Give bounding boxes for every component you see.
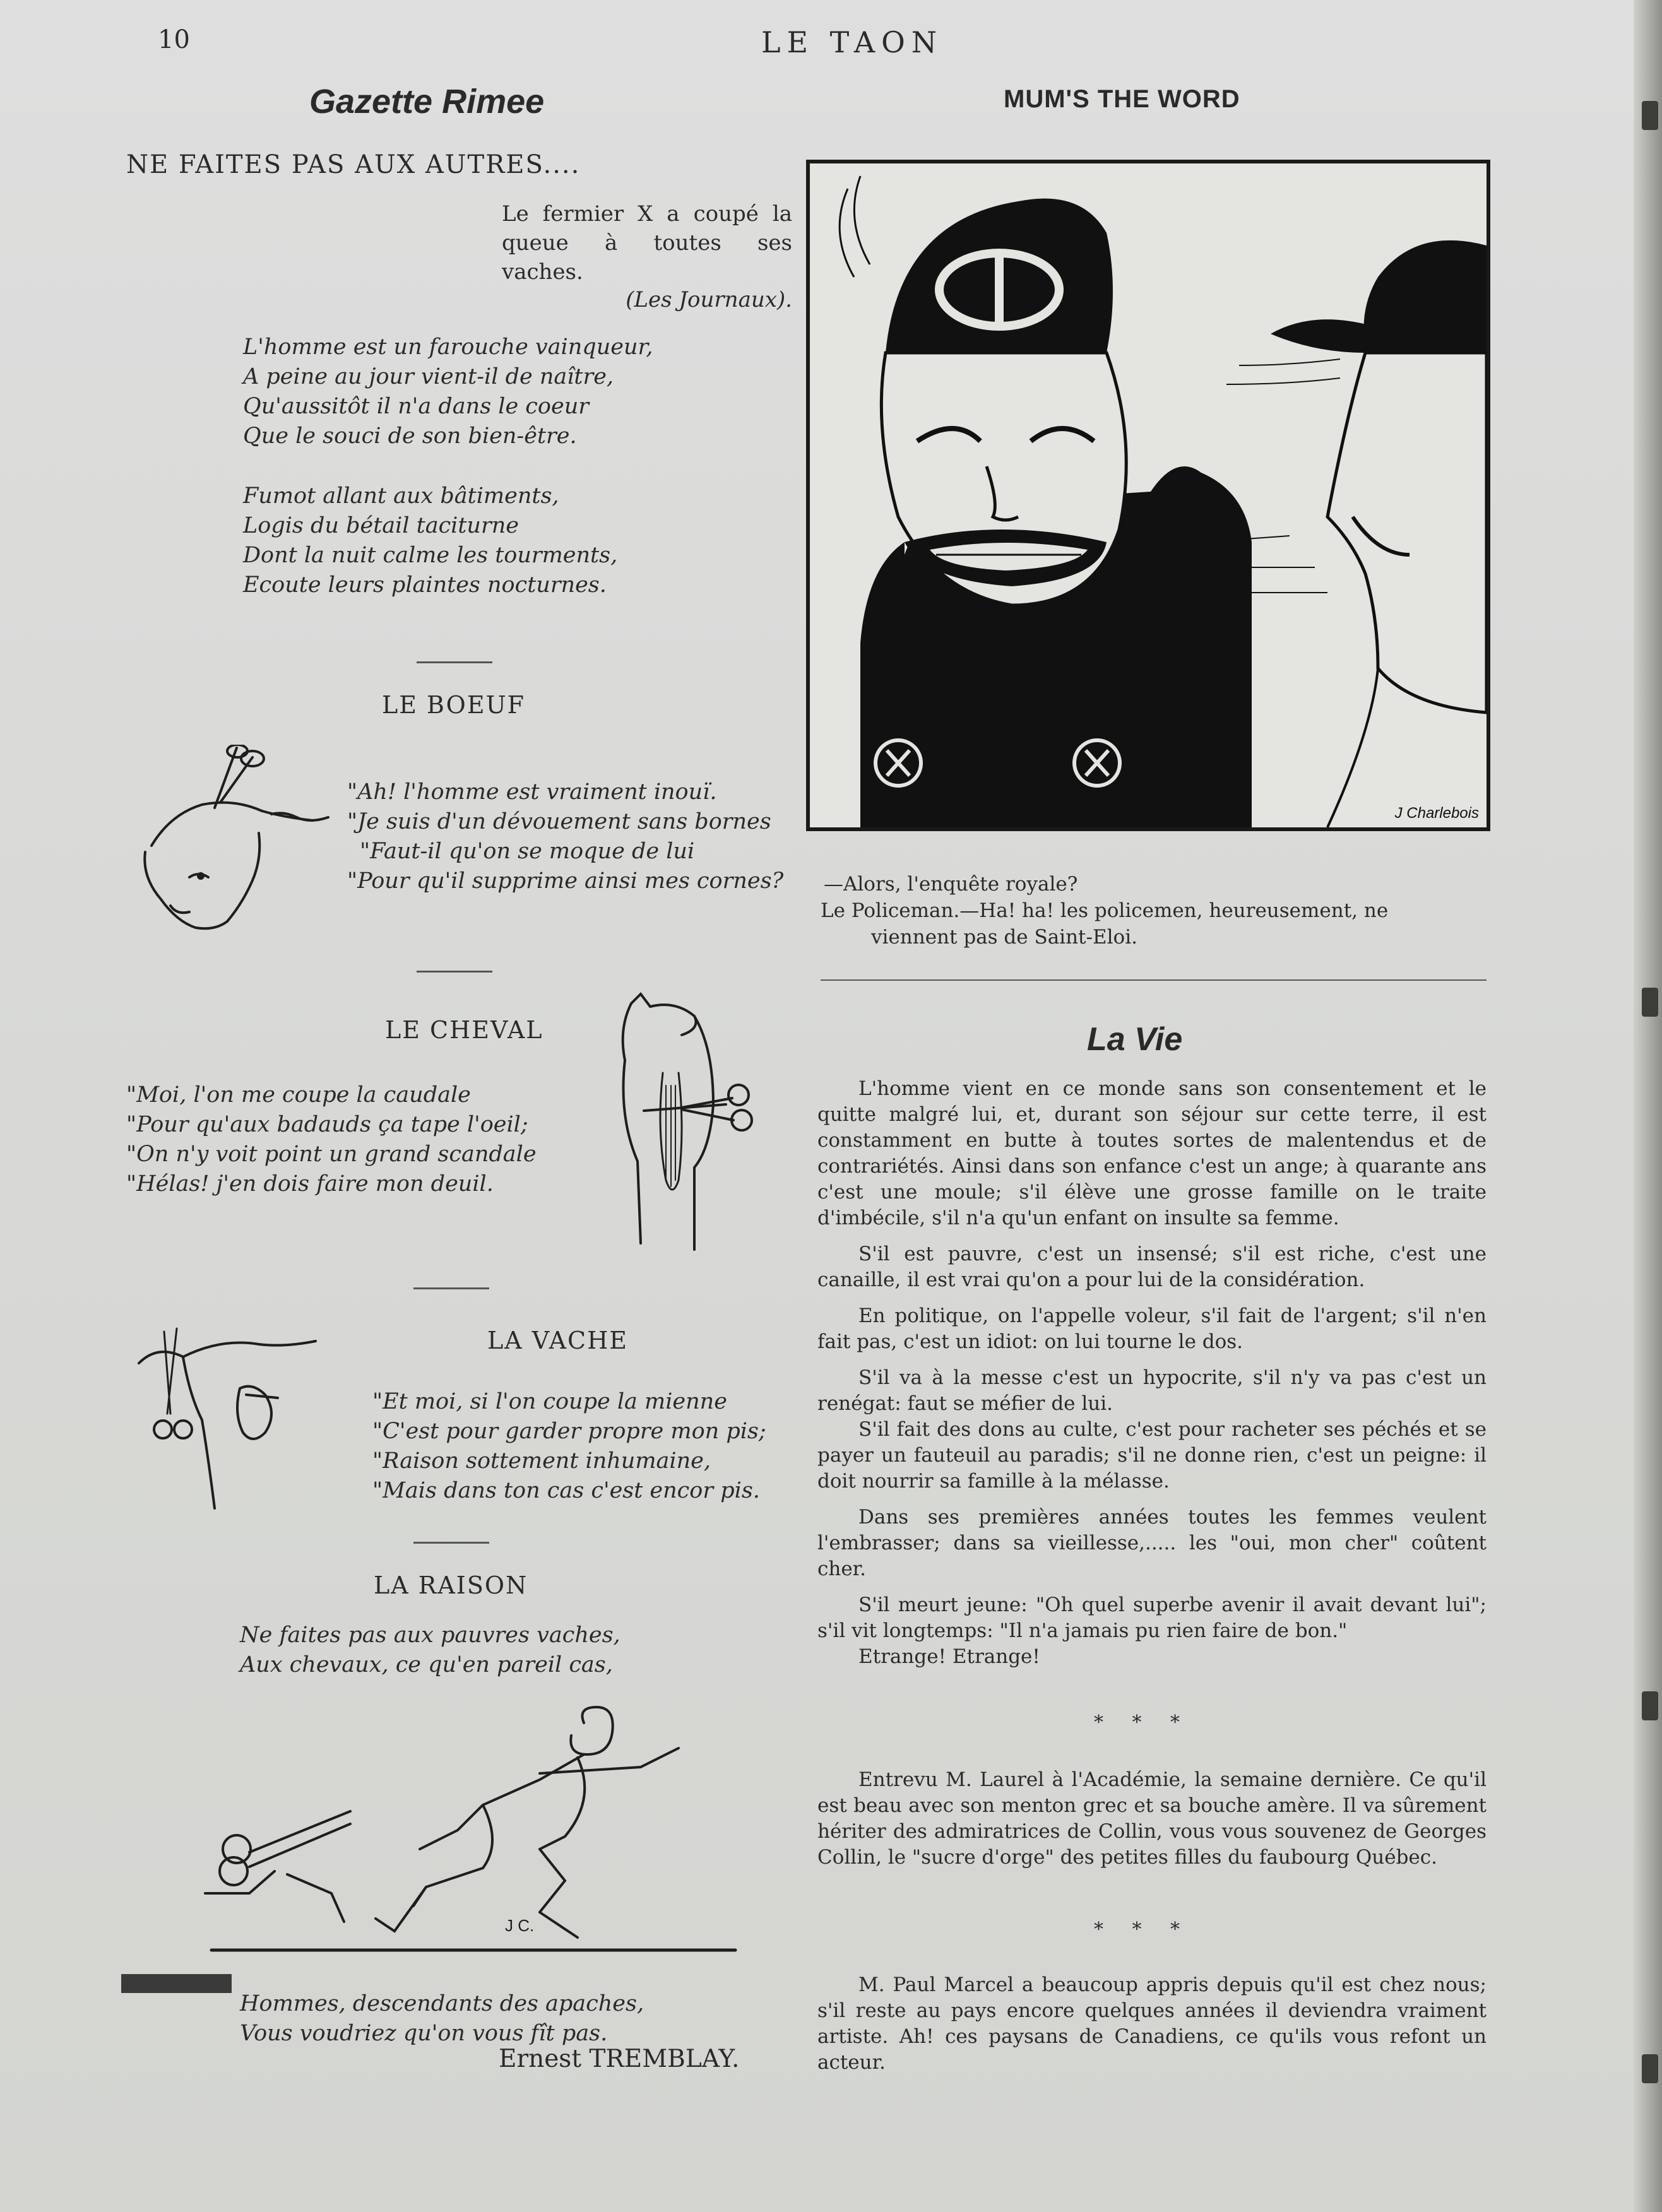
verse-line: Logis du bétail taciturne [243,513,519,538]
artist-signature: J Charlebois [1394,805,1479,822]
verse-line: "Mais dans ton cas c'est encor pis. [372,1478,760,1503]
verse-line: "Pour qu'aux badauds ça tape l'oeil; [126,1112,528,1137]
policeman-cartoon [810,163,1487,827]
binding-tab [1642,2054,1658,2083]
running-head: LE TAON [761,25,944,59]
binding-tab [1642,101,1658,130]
binding-tab [1642,988,1658,1017]
ox-head-scissors-drawing [126,745,347,940]
verse-line: L'homme est un farouche vainqueur, [243,334,653,360]
page-number: 10 [158,25,190,54]
verse-line: A peine au jour vient-il de naître, [243,364,614,389]
verse-line: Vous voudriez qu'on vous fît pas. [240,2021,608,2046]
verse-line: Fumot allant aux bâtiments, [243,483,559,509]
ink-smudge [121,1974,232,1993]
paragraph: Dans ses premières années toutes les femmes veulent l'embrasser; dans sa vieillesse,..... les "oui, mon cher" coûtent cher. [817,1506,1487,1580]
boeuf-stanza [347,778,783,896]
verse-line: Qu'aussitôt il n'a dans le coeur [243,394,589,419]
verse-line: Que le souci de son bien-être. [243,423,577,449]
verse-line: "Je suis d'un dévouement sans bornes [347,809,771,834]
paragraph: S'il meurt jeune: "Oh quel superbe avenir il avait devant lui"; s'il vit longtemps: "Il n'a jamais pu rien faire de bon." [817,1594,1487,1642]
epigraph: Le fermier X a coupé la queue à toutes ses vaches. [502,201,792,285]
la-vie-article [817,1076,1487,1680]
paragraph: S'il est pauvre, c'est un insensé; s'il est riche, c'est une canaille, il est vrai qu'on a pour lui de la considération. [817,1243,1487,1291]
verse-line: Dont la nuit calme les tourments, [243,543,618,568]
verse-line: "C'est pour garder propre mon pis; [372,1419,766,1444]
cheval-stanza [126,1080,537,1199]
raison-stanza-a [240,1621,620,1680]
verse-line: Ecoute leurs plaintes nocturnes. [243,572,607,598]
section-divider [413,1287,489,1289]
raison-title: LA RAISON [374,1571,528,1599]
raison-stanza-b [240,1989,644,2049]
paragraph: S'il fait des dons au culte, c'est pour racheter ses péchés et se payer un fauteuil au paradis; s'il ne donne rien, c'est un peigne: il doit nourrir sa famille à la mélasse. [817,1418,1487,1493]
column-divider [821,979,1487,981]
verse-line: "Ah! l'homme est vraiment inouï. [347,779,717,805]
author-signature: Ernest TREMBLAY. [499,2045,740,2073]
section-divider [413,1542,489,1544]
verse-line: Aux chevaux, ce qu'en pareil cas, [240,1652,613,1677]
intro-stanza-2 [243,482,617,600]
verse-line: "Pour qu'il supprime ainsi mes cornes? [347,868,784,894]
cow-scissors-drawing [133,1319,353,1521]
paragraph: L'homme vient en ce monde sans son consentement et le quitte malgré lui, et, durant son séjour sur cette terre, il est constamment en butte à toutes sortes de malentendus et de contrariétés. Ainsi dans son enfance c'est un ange; à quarante ans c'est une moule; s'il élève une grosse famille on le traite d'imbécile, s'il n'a qu'un enfant on insulte sa femme. [817,1077,1487,1229]
verse-line: "On n'y voit point un grand scandale [126,1142,537,1167]
gazette-title: Gazette Rimee [309,83,545,121]
marcel-paragraph-block [817,1972,1487,2086]
verse-line: "Faut-il qu'on se moque de lui [360,839,695,864]
section-divider [417,661,492,663]
section-separator: * * * [1093,1919,1192,1941]
intro-stanza-1 [243,333,653,451]
epigraph-source: (Les Journaux). [626,287,792,312]
drawing-initials: J C. [505,1916,535,1935]
man-chasing-scissors-drawing [186,1704,742,1969]
verse-line: "Raison sottement inhumaine, [372,1448,711,1474]
verse-line: Ne faites pas aux pauvres vaches, [240,1623,620,1648]
boeuf-title: LE BOEUF [382,691,525,719]
verse-line: "Hélas! j'en dois faire mon deuil. [126,1171,494,1197]
cartoon-panel [806,160,1490,831]
section-divider [417,971,492,973]
cheval-title: LE CHEVAL [385,1016,543,1044]
cartoon-title: MUM'S THE WORD [1004,85,1240,113]
section-separator: * * * [1093,1712,1192,1734]
verse-line: "Moi, l'on me coupe la caudale [126,1082,471,1108]
caption-line: viennent pas de Saint-Eloi. [871,926,1137,949]
binding-tab [1642,1691,1658,1720]
paragraph: S'il va à la messe c'est un hypocrite, s'il n'y va pas c'est un renégat: faut se méfier de lui. [817,1366,1487,1415]
la-vie-title: La Vie [1087,1021,1183,1058]
page-edge [1634,0,1662,2212]
paragraph: Entrevu M. Laurel à l'Académie, la semaine dernière. Ce qu'il est beau avec son menton grec et sa bouche amère. Il va sûrement hériter des admiratrices de Collin, vous vous souvenez de Georges Collin, le "sucre d'orge" des petites filles du faubourg Québec. [817,1768,1487,1869]
horse-scissors-drawing [606,991,789,1262]
verse-line: Hommes, descendants des apaches, [240,1991,644,2016]
paragraph: M. Paul Marcel a beaucoup appris depuis qu'il est chez nous; s'il reste au pays encore quelques années il deviendra vraiment artiste. Ah! ces paysans de Canadiens, ce qu'ils vous refont un acteur. [817,1973,1487,2074]
caption-line: Le Policeman.—Ha! ha! les policemen, heureusement, ne [821,899,1389,922]
verse-line: "Et moi, si l'on coupe la mienne [372,1389,727,1414]
vache-title: LA VACHE [487,1327,629,1354]
poem-heading: NE FAITES PAS AUX AUTRES.... [126,150,581,179]
cartoon-caption [821,871,1487,950]
caption-line: —Alors, l'enquête royale? [824,873,1078,896]
paragraph: En politique, on l'appelle voleur, s'il fait de l'argent; s'il n'en fait pas, c'est un idiot: on lui tourne le dos. [817,1304,1487,1353]
vache-stanza [372,1387,766,1506]
laurel-paragraph-block [817,1767,1487,1881]
paragraph: Etrange! Etrange! [858,1645,1040,1668]
